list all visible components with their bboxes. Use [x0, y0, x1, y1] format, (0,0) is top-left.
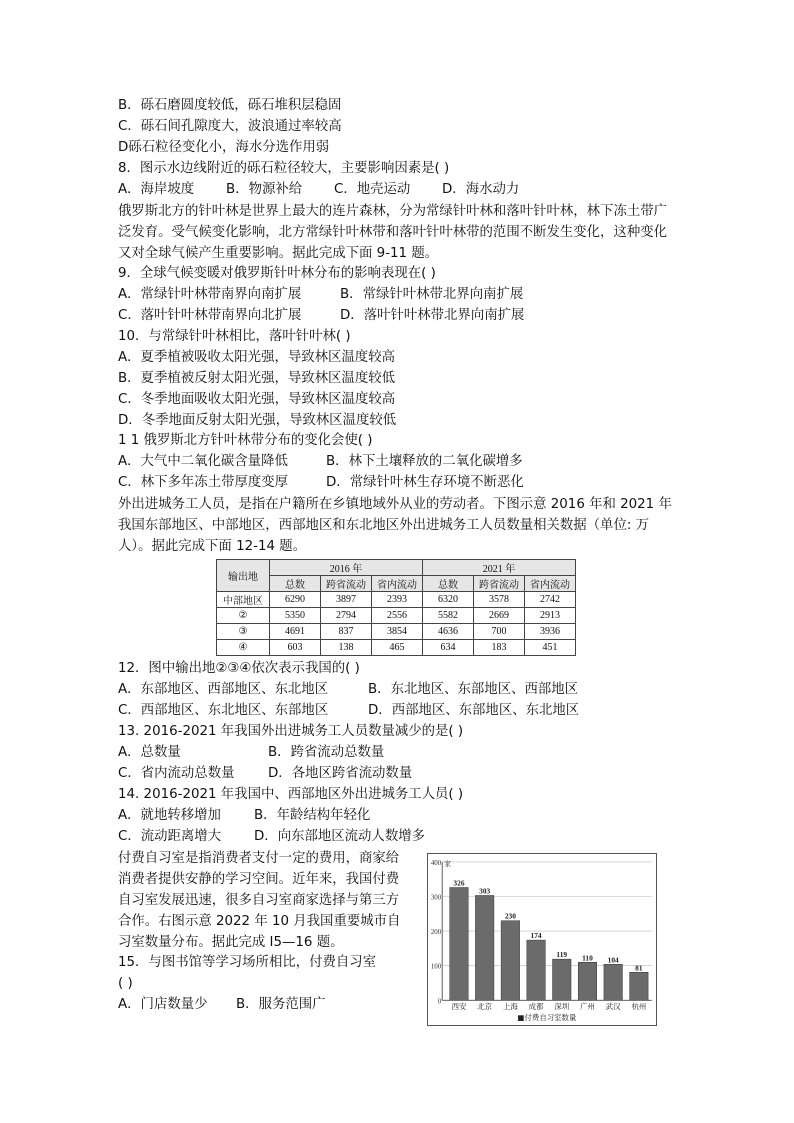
q7-option-c: C．砾石间孔隙度大，波浪通过率较高: [118, 119, 342, 134]
chart-y-unit: 家: [444, 860, 452, 868]
study-room-bar-chart: [427, 853, 657, 1026]
chart-bar: [527, 940, 546, 1000]
table-row: [217, 608, 576, 624]
chart-ytick-label: 300: [430, 894, 442, 902]
q15-option-b: B．服务范围广: [236, 997, 326, 1012]
q9-option-a: A．常绿针叶林带南界向南扩展: [118, 287, 302, 302]
q14-option-d: D．向东部地区流动人数增多: [254, 829, 425, 844]
q12-option-a: A．东部地区、西部地区、东北地区: [118, 682, 329, 697]
q8-option-d: D．海水动力: [442, 182, 520, 197]
chart-bar: [450, 888, 469, 1001]
table-subheader: 跨省流动: [474, 576, 525, 592]
table-subheader: 总数: [423, 576, 474, 592]
chart-data-label: 230: [504, 911, 516, 921]
table-header-2021: 2021 年: [423, 560, 576, 576]
table-cell: 2669: [474, 608, 525, 624]
q10-option-b: B．夏季植被反射太阳光强，导致林区温度较低: [118, 371, 395, 386]
chart-data-label: 110: [582, 953, 593, 963]
chart-bar: [604, 964, 623, 1000]
q11-option-a: A．大气中二氧化碳含量降低: [118, 454, 288, 469]
chart-bar: [475, 895, 494, 1000]
table-cell: 603: [270, 640, 321, 656]
chart-bar: [553, 959, 572, 1000]
q12-option-c: C．西部地区、东北地区、东部地区: [118, 703, 329, 718]
table-subheader: 省内流动: [372, 576, 423, 592]
q9-option-b: B．常绿针叶林带北界向南扩展: [340, 287, 524, 302]
chart-category-label: 深圳: [554, 1002, 570, 1012]
q15-stem: 15．与图书馆等学习场所相比，付费自习室: [118, 955, 377, 970]
chart-data-label: 174: [530, 931, 542, 941]
chart-data-label: 326: [453, 878, 465, 888]
q15-paren: ( ): [118, 976, 133, 991]
q14-option-b: B．年龄结构年轻化: [254, 808, 371, 823]
table-cell: 2393: [372, 592, 423, 608]
passage-study-room: 付费自习室是指消费者支付一定的费用，商家给消费者提供安静的学习空间。近年来，我国付费自习室发展迅速，很多自习室商家选择与第三方合作。右图示意 2022 年 10 月我国重要城市自习室数量分布。据此完成 I5—16 题。: [118, 851, 401, 950]
table-subheader: 省内流动: [525, 576, 576, 592]
table-cell: 4691: [270, 624, 321, 640]
q10-option-d: D．冬季地面反射太阳光强，导致林区温度较低: [118, 413, 397, 428]
q9-stem: 9．全球气候变暖对俄罗斯针叶林分布的影响表现在( ): [118, 266, 436, 281]
q8-option-c: C．地壳运动: [334, 182, 411, 197]
chart-data-label: 81: [635, 963, 643, 973]
q14-options-row1: [118, 806, 370, 826]
q13-options-row1: [118, 743, 384, 763]
table-cell: 3897: [321, 592, 372, 608]
chart-svg: [428, 854, 656, 1025]
migrant-workers-table: [216, 559, 576, 656]
table-cell: 2742: [525, 592, 576, 608]
table-cell-origin: ②: [217, 608, 270, 624]
chart-category-label: 成都: [528, 1002, 544, 1012]
table-cell-origin: ④: [217, 640, 270, 656]
table-cell: 465: [372, 640, 423, 656]
chart-category-label: 武汉: [605, 1002, 621, 1012]
chart-category-label: 杭州: [631, 1002, 647, 1012]
q11-option-d: D．常绿针叶林生存环境不断恶化: [326, 475, 524, 490]
passage-forest: 俄罗斯北方的针叶林是世界上最大的连片森林，分为常绿针叶林和落叶针叶林，林下冻土带广泛发育。受气候变化影响，北方常绿针叶林带和落叶针叶林带的范围不断发生变化，这种变化又对全球气候产生重要影响。据此完成下面 9-11 题。: [118, 204, 668, 261]
chart-category-label: 西安: [451, 1002, 467, 1012]
q7-option-b: B．砾石磨圆度较低，砾石堆积层稳固: [118, 98, 342, 113]
table-subheader: 总数: [270, 576, 321, 592]
q9-option-d: D．落叶针叶林带北界向南扩展: [340, 308, 525, 323]
q9-options-row1: [118, 285, 523, 305]
q15-options: [118, 995, 326, 1015]
q8-options: [118, 180, 519, 200]
chart-bar: [501, 921, 520, 1001]
q14-stem: 14. 2016-2021 年我国中、西部地区外出进城务工人员( ): [118, 787, 464, 802]
q8-option-a: A．海岸坡度: [118, 182, 195, 197]
chart-ytick-label: 200: [430, 929, 442, 937]
q11-options-row2: [118, 473, 524, 493]
q14-options-row2: [118, 827, 425, 847]
table-cell: 700: [474, 624, 525, 640]
table-subheader: 跨省流动: [321, 576, 372, 592]
q12-option-b: B．东北地区、东部地区、西部地区: [368, 682, 579, 697]
q9-option-c: C．落叶针叶林带南界向北扩展: [118, 308, 302, 323]
q14-option-c: C．流动距离增大: [118, 829, 222, 844]
table-cell: 2556: [372, 608, 423, 624]
q8-stem: 8．图示水边线附近的砾石粒径较大，主要影响因素是( ): [118, 161, 450, 176]
q11-option-c: C．林下多年冻土带厚度变厚: [118, 475, 289, 490]
chart-ytick-label: 400: [430, 859, 442, 867]
table-cell: 3578: [474, 592, 525, 608]
table-cell: 451: [525, 640, 576, 656]
q10-stem: 10．与常绿针叶林相比，落叶针叶林( ): [118, 329, 351, 344]
q13-options-row2: [118, 764, 412, 784]
table-cell-origin: 中部地区: [217, 592, 270, 608]
q15-option-a: A．门店数量少: [118, 997, 208, 1012]
table-header-2016: 2016 年: [270, 560, 423, 576]
chart-data-label: 119: [556, 950, 568, 960]
table-cell: 837: [321, 624, 372, 640]
table-row: [217, 640, 576, 656]
q9-options-row2: [118, 306, 524, 326]
chart-ytick-label: 100: [430, 963, 442, 971]
table-header-origin: 输出地: [217, 560, 270, 592]
q7-option-d: D砾石粒径变化小，海水分选作用弱: [118, 140, 330, 155]
q14-option-a: A．就地转移增加: [118, 808, 221, 823]
q12-option-d: D．西部地区、东部地区、东北地区: [368, 703, 580, 718]
q13-option-a: A．总数量: [118, 745, 181, 760]
passage-migrant-workers: 外出进城务工人员，是指在户籍所在乡镇地域外从业的劳动者。下图示意 2016 年和 2021 年我国东部地区、中部地区，西部地区和东北地区外出进城务工人员数量相关数据（单位: 万人）。据此完成下面 12-14 题。: [118, 497, 672, 554]
q8-option-b: B．物源补给: [226, 182, 303, 197]
q11-options-row1: [118, 452, 523, 472]
chart-category-label: 上海: [502, 1002, 518, 1012]
table-cell-origin: ③: [217, 624, 270, 640]
chart-category-label: 广州: [580, 1002, 595, 1012]
table-cell: 183: [474, 640, 525, 656]
table-row: [217, 592, 576, 608]
chart-category-label: 北京: [477, 1002, 493, 1012]
q13-option-d: D．各地区跨省流动数量: [268, 766, 413, 781]
table-cell: 6320: [423, 592, 474, 608]
table-cell: 6290: [270, 592, 321, 608]
chart-bar: [578, 962, 597, 1000]
table-cell: 2794: [321, 608, 372, 624]
table-cell: 4636: [423, 624, 474, 640]
q11-stem: 1 1 俄罗斯北方针叶林带分布的变化会使( ): [118, 433, 373, 448]
table-cell: 138: [321, 640, 372, 656]
q12-options-row2: [118, 701, 579, 721]
chart-bar: [630, 972, 649, 1000]
q13-stem: 13. 2016-2021 年我国外出进城务工人员数量减少的是( ): [118, 724, 464, 739]
chart-data-label: 104: [607, 955, 619, 965]
table-cell: 2913: [525, 608, 576, 624]
q10-option-a: A．夏季植被吸收太阳光强，导致林区温度较高: [118, 350, 395, 365]
table-cell: 5582: [423, 608, 474, 624]
table-cell: 634: [423, 640, 474, 656]
chart-legend: ■付费自习室数量: [517, 1013, 577, 1023]
q10-option-c: C．冬季地面吸收太阳光强，导致林区温度较高: [118, 392, 396, 407]
chart-ytick-label: 0: [437, 998, 442, 1006]
table-cell: 3936: [525, 624, 576, 640]
q12-stem: 12．图中输出地②③④依次表示我国的( ): [118, 661, 360, 676]
table-row: [217, 624, 576, 640]
q13-option-b: B．跨省流动总数量: [268, 745, 385, 760]
table-cell: 5350: [270, 608, 321, 624]
chart-data-label: 303: [479, 886, 491, 896]
q11-option-b: B．林下土壤释放的二氧化碳增多: [326, 454, 523, 469]
q12-options-row1: [118, 680, 578, 700]
q13-option-c: C．省内流动总数量: [118, 766, 235, 781]
table-cell: 3854: [372, 624, 423, 640]
